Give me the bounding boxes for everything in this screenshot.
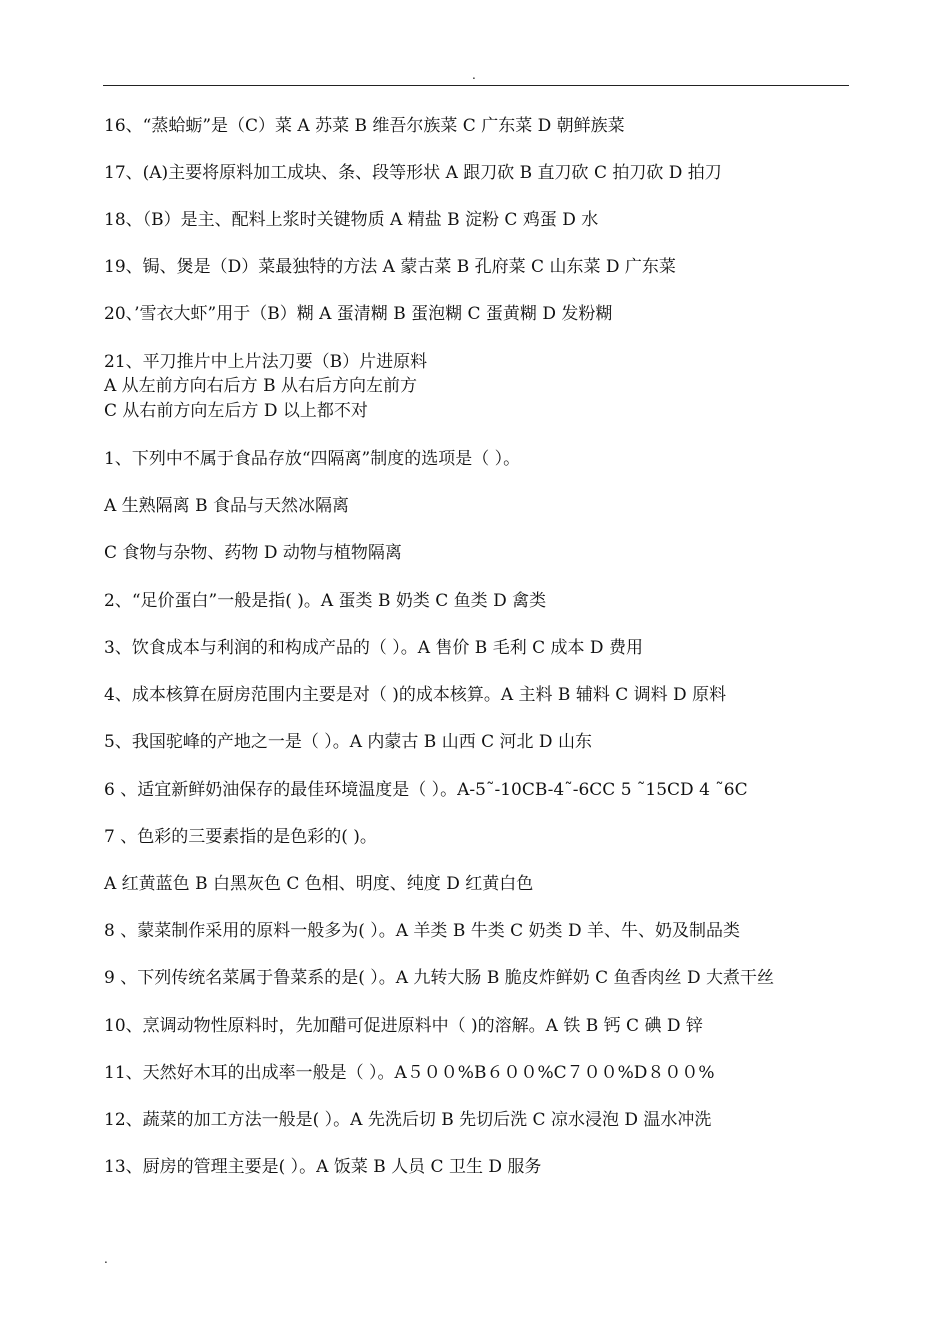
question-1-options-cd: C 食物与杂物、药物 D 动物与植物隔离 [104, 543, 402, 563]
question-6: 6 、适宜新鲜奶油保存的最佳环境温度是（ ）。A-5˜-10CB-4˜-6CC 5 ˜15CD 4 ˜6C [104, 780, 748, 800]
question-12: 12、蔬菜的加工方法一般是( ）。A 先洗后切 B 先切后洗 C 凉水浸泡 D 温水冲洗 [104, 1110, 712, 1130]
question-21-options-ab: A 从左前方向右后方 B 从右后方向左前方 [104, 376, 417, 396]
question-20: 20、’雪衣大虾”用于（B）糊 A 蛋清糊 B 蛋泡糊 C 蛋黄糊 D 发粉糊 [104, 304, 613, 324]
question-8: 8 、蒙菜制作采用的原料一般多为( ）。A 羊类 B 牛类 C 奶类 D 羊、牛、奶及制品类 [104, 921, 740, 941]
question-21: 21、平刀推片中上片法刀要（B）片进原料 [104, 352, 428, 372]
question-9: 9 、下列传统名菜属于鲁菜系的是( ）。A 九转大肠 B 脆皮炸鲜奶 C 鱼香肉丝 D 大煮干丝 [104, 968, 774, 988]
question-3: 3、饮食成本与利润的和构成产品的（ ）。A 售价 B 毛利 C 成本 D 费用 [104, 638, 643, 658]
question-19: 19、锔、煲是（D）菜最独特的方法 A 蒙古菜 B 孔府菜 C 山东菜 D 广东菜 [104, 257, 676, 277]
question-21-options-cd: C 从右前方向左后方 D 以上都不对 [104, 401, 368, 421]
question-7-options: A 红黄蓝色 B 白黑灰色 C 色相、明度、纯度 D 红黄白色 [104, 874, 534, 894]
question-4: 4、成本核算在厨房范围内主要是对（ )的成本核算。A 主料 B 辅料 C 调料 D 原料 [104, 685, 727, 705]
header-mark: . [472, 68, 476, 82]
question-11: 11、天然好木耳的出成率一般是（ ）。A５００%B６００%C７００%D８００% [104, 1063, 715, 1083]
question-18: 18、（B）是主、配料上浆时关键物质 A 精盐 B 淀粉 C 鸡蛋 D 水 [104, 210, 599, 230]
header-rule [103, 85, 849, 86]
question-16: 16、“蒸蛤蛎”是（C）菜 A 苏菜 B 维吾尔族菜 C 广东菜 D 朝鲜族菜 [104, 116, 625, 136]
footer-mark: . [104, 1252, 108, 1266]
question-5: 5、我国驼峰的产地之一是（ ）。A 内蒙古 B 山西 C 河北 D 山东 [104, 732, 592, 752]
question-1-options-ab: A 生熟隔离 B 食品与天然冰隔离 [104, 496, 349, 516]
question-10: 10、烹调动物性原料时，先加醋可促进原料中（ )的溶解。A 铁 B 钙 C 碘 D 锌 [104, 1016, 703, 1036]
question-13: 13、厨房的管理主要是( ）。A 饭菜 B 人员 C 卫生 D 服务 [104, 1157, 542, 1177]
question-7: 7 、色彩的三要素指的是色彩的( )。 [104, 827, 377, 847]
question-17: 17、(A)主要将原料加工成块、条、段等形状 A 跟刀砍 B 直刀砍 C 拍刀砍 D 拍刀 [104, 163, 722, 183]
question-1: 1、下列中不属于食品存放“四隔离”制度的选项是（ ）。 [104, 449, 521, 469]
question-2: 2、“足价蛋白”一般是指( )。A 蛋类 B 奶类 C 鱼类 D 禽类 [104, 591, 547, 611]
